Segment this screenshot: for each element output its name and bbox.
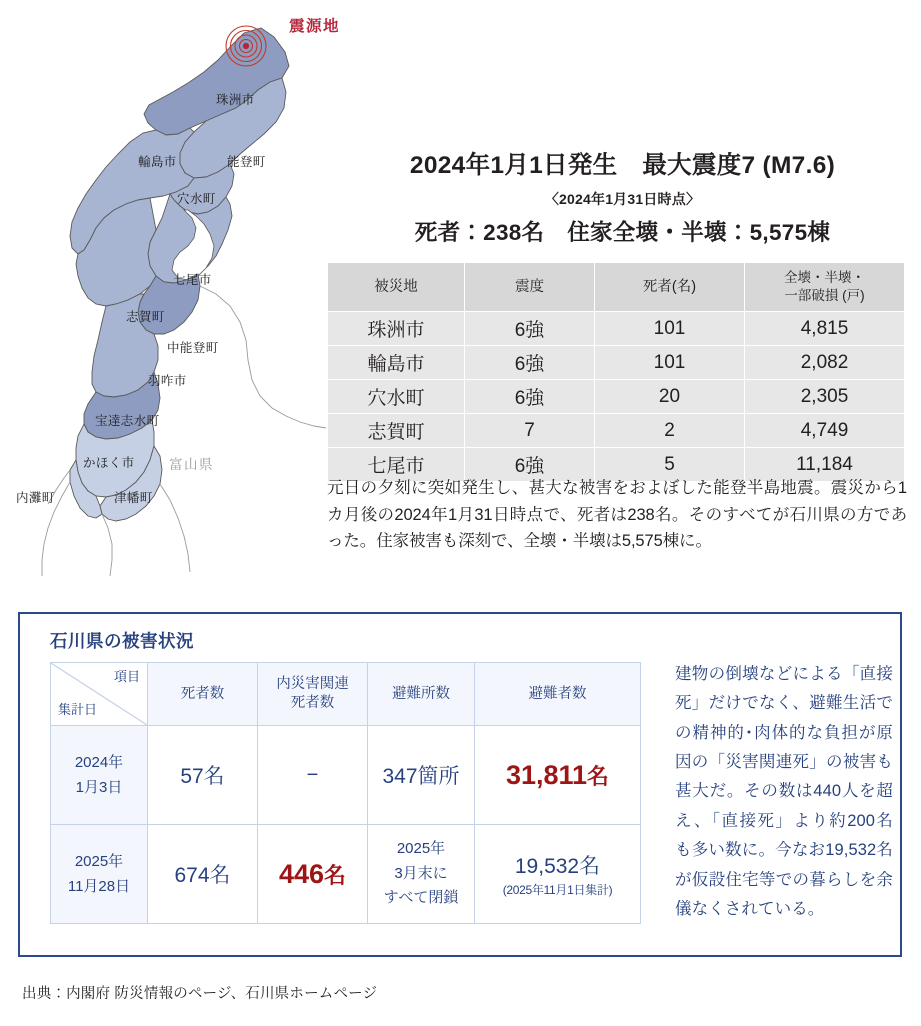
cell-date-line2: 11月28日 bbox=[67, 878, 131, 895]
map-label-wajima: 輪島市 bbox=[138, 155, 177, 169]
cell-related-deaths-suffix: 名 bbox=[324, 862, 347, 888]
corner-label-item: 項目 bbox=[113, 669, 140, 684]
table-row bbox=[328, 414, 905, 448]
cell-shindo: 6強 bbox=[465, 346, 595, 380]
cell-related-deaths bbox=[258, 825, 368, 924]
cell-date-line1: 2024年 bbox=[74, 753, 124, 771]
cell-evacuees bbox=[475, 726, 641, 825]
map-label-kahoku: かほく市 bbox=[83, 456, 135, 470]
corner-label-date: 集計日 bbox=[58, 702, 98, 718]
headline-stats: 死者：238名 住家全壊・半壊：5,575棟 bbox=[414, 220, 831, 245]
cell-deaths: 674名 bbox=[148, 825, 258, 924]
headline-block bbox=[330, 146, 915, 247]
epicenter-label: 震源地 bbox=[289, 18, 341, 35]
col-header-related-line2: 死者数 bbox=[290, 695, 335, 711]
cell-place: 穴水町 bbox=[328, 380, 465, 414]
cell-shelters-line2: 3月末に bbox=[394, 864, 448, 882]
map-label-suzu: 珠洲市 bbox=[216, 93, 255, 107]
table-row bbox=[51, 726, 641, 825]
table-row bbox=[328, 312, 905, 346]
cell-date-line1: 2025年 bbox=[74, 852, 124, 870]
col-header-houses-line1: 全壊・半壊・ bbox=[784, 270, 865, 286]
cell-houses: 4,749 bbox=[745, 414, 905, 448]
map-label-tsubata: 津幡町 bbox=[114, 491, 153, 505]
corner-header-cell bbox=[51, 663, 148, 726]
map-label-anamizu: 穴水町 bbox=[177, 192, 216, 206]
map-label-shika: 志賀町 bbox=[126, 310, 165, 324]
ishikawa-damage-table-wrap bbox=[50, 662, 640, 924]
cell-deaths: 57名 bbox=[148, 726, 258, 825]
map-label-toyama: 富山県 bbox=[169, 457, 214, 472]
summary-paragraph: 元日の夕刻に突如発生し、甚大な被害をおよぼした能登半島地震。震災から1カ月後の2024年1月31日時点で、死者は238名。そのすべてが石川県の方であった。住家被害も深刻で、全壊・半壊は5,575棟に。 bbox=[327, 479, 907, 551]
panel-title: 石川県の被害状況 bbox=[50, 631, 194, 651]
cell-related-deaths-number: 446 bbox=[278, 858, 325, 889]
headline-as-of: 〈2024年1月31日時点〉 bbox=[544, 191, 701, 207]
cell-evacuees-number: 31,811 bbox=[505, 759, 588, 790]
ishikawa-damage-panel bbox=[18, 612, 902, 957]
col-header-related-line1: 内災害関連 bbox=[276, 676, 349, 693]
cell-related-deaths-value: − bbox=[306, 764, 319, 786]
map-label-nakanoto: 中能登町 bbox=[167, 341, 219, 355]
cell-houses: 11,184 bbox=[745, 448, 905, 482]
cell-houses: 2,305 bbox=[745, 380, 905, 414]
cell-shelters: 347箇所 bbox=[368, 726, 475, 825]
col-header-houses-line2: 一部破損 (戸) bbox=[784, 288, 865, 303]
col-header-evacuees: 避難者数 bbox=[475, 663, 641, 726]
cell-deaths: 2 bbox=[595, 414, 745, 448]
source-note: 出典：内閣府 防災情報のページ、石川県ホームページ bbox=[22, 986, 378, 1002]
col-header-shelters: 避難所数 bbox=[368, 663, 475, 726]
map-label-uchinada: 内灘町 bbox=[16, 491, 55, 505]
cell-place: 志賀町 bbox=[328, 414, 465, 448]
col-header-shindo: 震度 bbox=[465, 263, 595, 312]
cell-shelters-stack bbox=[371, 837, 471, 911]
cell-deaths: 20 bbox=[595, 380, 745, 414]
damage-by-city-table bbox=[327, 262, 905, 482]
cell-shelters-line3: すべて閉鎖 bbox=[383, 889, 459, 907]
cell-shindo: 6強 bbox=[465, 448, 595, 482]
cell-evacuees-note: (2025年11月1日集計) bbox=[502, 883, 613, 897]
cell-shindo: 6強 bbox=[465, 312, 595, 346]
cell-deaths: 101 bbox=[595, 312, 745, 346]
cell-place: 輪島市 bbox=[328, 346, 465, 380]
cell-houses: 4,815 bbox=[745, 312, 905, 346]
map-south-outline-3 bbox=[160, 484, 190, 572]
cell-deaths: 101 bbox=[595, 346, 745, 380]
map-label-hodatsu: 宝達志水町 bbox=[95, 414, 160, 428]
cell-evacuees bbox=[475, 825, 641, 924]
cell-related-deaths bbox=[258, 726, 368, 825]
cell-evacuees-value bbox=[506, 760, 609, 790]
noto-peninsula-map bbox=[8, 4, 341, 579]
col-header-houses bbox=[745, 263, 905, 312]
cell-shindo: 6強 bbox=[465, 380, 595, 414]
map-label-notocho: 能登町 bbox=[227, 155, 266, 169]
table-row bbox=[328, 380, 905, 414]
cell-houses: 2,082 bbox=[745, 346, 905, 380]
cell-place: 七尾市 bbox=[328, 448, 465, 482]
cell-shelters-line1: 2025年 bbox=[396, 839, 446, 857]
col-header-deaths: 死者(名) bbox=[595, 263, 745, 312]
col-header-place: 被災地 bbox=[328, 263, 465, 312]
map-toyama-outline bbox=[200, 286, 326, 428]
col-header-deaths: 死者数 bbox=[148, 663, 258, 726]
cell-shindo: 7 bbox=[465, 414, 595, 448]
map-label-hakui: 羽咋市 bbox=[148, 374, 187, 388]
cell-date bbox=[51, 726, 148, 825]
headline-main: 2024年1月1日発生 最大震度7 (M7.6) bbox=[409, 152, 836, 179]
cell-evacuees-value: 19,532名 bbox=[514, 855, 601, 878]
col-header-related-deaths bbox=[258, 663, 368, 726]
table-header-row bbox=[51, 663, 641, 726]
cell-deaths: 5 bbox=[595, 448, 745, 482]
cell-date bbox=[51, 825, 148, 924]
cell-date-line2: 1月3日 bbox=[75, 779, 123, 796]
map-south-outline-2 bbox=[102, 514, 112, 576]
cell-shelters bbox=[368, 825, 475, 924]
table-row bbox=[328, 346, 905, 380]
map-graphic bbox=[8, 4, 341, 579]
cell-evacuees-suffix: 名 bbox=[587, 763, 610, 789]
panel-commentary: 建物の倒壊などによる「直接死」だけでなく、避難生活での精神的･肉体的な負担が原因の「災害関連死」の被害も甚大だ。その数は440人を超え、「直接死」より約200名も多い数に。今なお19,532名が仮設住宅等での暮らしを余儀なくされている。 bbox=[675, 665, 893, 918]
ishikawa-damage-table bbox=[50, 662, 641, 924]
cell-related-deaths-value bbox=[279, 859, 346, 889]
table-header-row bbox=[328, 263, 905, 312]
damage-by-city-table-wrap bbox=[327, 262, 904, 482]
table-row bbox=[51, 825, 641, 924]
map-label-nanao: 七尾市 bbox=[173, 273, 212, 287]
cell-place: 珠洲市 bbox=[328, 312, 465, 346]
